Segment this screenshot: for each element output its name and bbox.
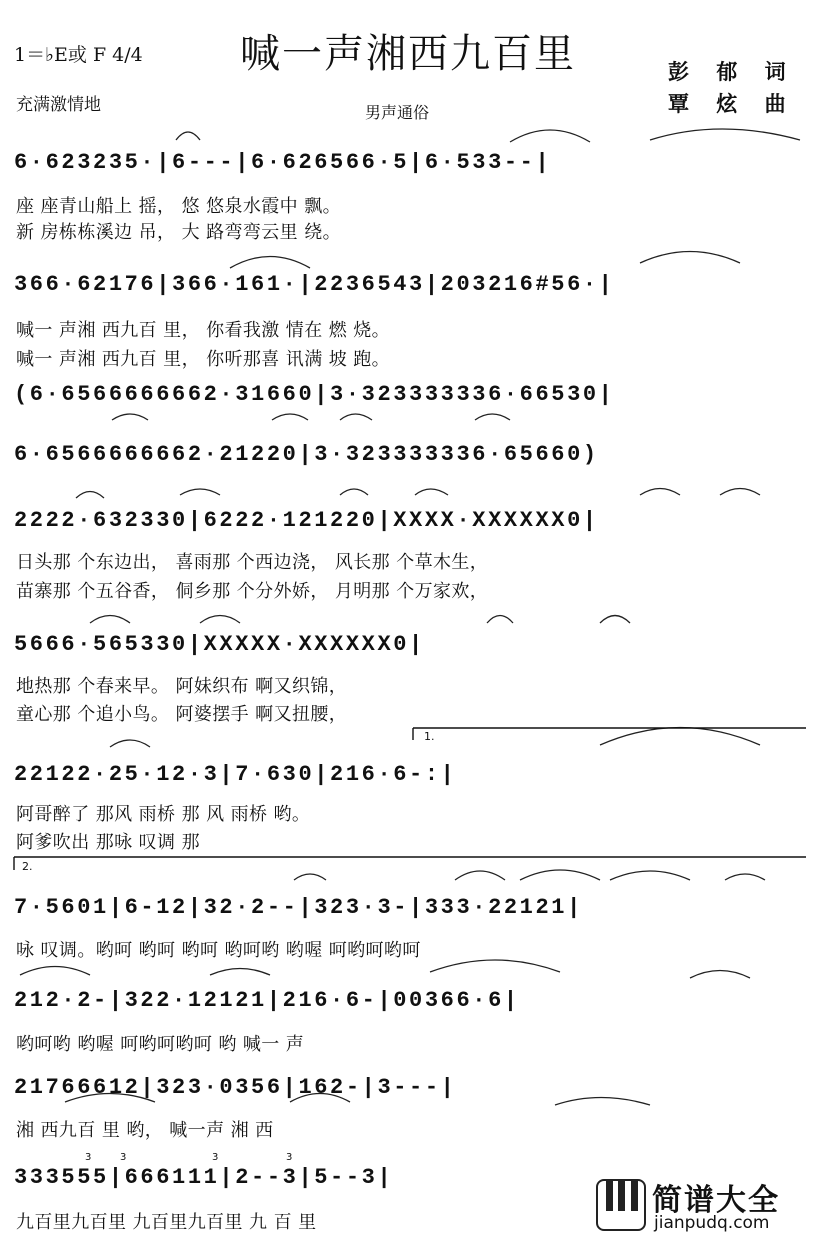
- lyricist-credit: 彭 郁 词: [668, 60, 796, 84]
- lyric-line-5-verse-1: 日头那 个东边出， 喜雨那 个西边浇， 风长那 个草木生，: [16, 552, 489, 573]
- lyric-line-11: 九百里九百里 九百里九百里 九 百 里: [16, 1212, 317, 1233]
- watermark-name: 简谱大全: [652, 1183, 780, 1218]
- watermark-url: jianpudq.com: [654, 1213, 770, 1233]
- lyric-line-1-verse-2: 新 房栋栋溪边 吊， 大 路弯弯云里 绕。: [16, 222, 342, 243]
- music-line-9: 212·2-|322·12121|216·6-|00366·6|: [14, 988, 520, 1013]
- music-line-3: (6·6566666662·31660|3·323333336·66530|: [14, 382, 615, 407]
- music-line-8: 7·5601|6-12|32·2--|323·3-|333·22121|: [14, 895, 583, 920]
- performance-style: 男声通俗: [365, 103, 430, 122]
- volta-2: 2.: [22, 860, 33, 873]
- music-line-7: 22122·25·12·3|7·630|216·6-:|: [14, 762, 457, 787]
- song-title: 喊一声湘西九百里: [240, 31, 576, 77]
- lyric-line-6-verse-2: 童心那 个追小鸟。 阿婆摆手 啊又扭腰，: [16, 704, 348, 725]
- svg-text:3: 3: [85, 1152, 92, 1163]
- site-watermark-logo: [596, 1175, 806, 1237]
- music-line-5: 2222·632330|6222·121220|XXXX·XXXXXX0|: [14, 508, 599, 533]
- tempo-marking: 充满激情地: [16, 95, 101, 115]
- lyric-line-9: 哟呵哟 哟喔 呵哟呵哟呵 哟 喊一 声: [16, 1034, 305, 1055]
- lyric-line-10: 湘 西九百 里 哟， 喊一声 湘 西: [16, 1120, 274, 1141]
- lyric-line-6-verse-1: 地热那 个春来早。 阿妹织布 啊又织锦，: [16, 676, 348, 697]
- composer-credit: 覃 炫 曲: [668, 92, 796, 116]
- lyric-line-7-verse-1: 阿哥醉了 那风 雨桥 那 风 雨桥 哟。: [16, 804, 311, 825]
- music-line-2: 366·62176|366·161·|2236543|203216#56·|: [14, 272, 615, 297]
- lyric-line-2-verse-1: 喊一 声湘 西九百 里， 你看我激 情在 燃 烧。: [16, 320, 391, 341]
- lyric-line-2-verse-2: 喊一 声湘 西九百 里， 你听那喜 讯满 坡 跑。: [16, 349, 391, 370]
- music-line-11: 333555|666111|2--3|5--3|: [14, 1165, 394, 1190]
- svg-text:3: 3: [286, 1152, 293, 1163]
- svg-text:3: 3: [120, 1152, 127, 1163]
- music-line-1: 6·623235·|6---|6·626566·5|6·533--|: [14, 150, 552, 175]
- music-line-4: 6·6566666662·21220|3·323333336·65660): [14, 442, 599, 467]
- key-signature: 1＝♭E或 F 4/4: [14, 44, 143, 66]
- lyric-line-1-verse-1: 座 座青山船上 摇， 悠 悠泉水霞中 飘。: [16, 196, 342, 217]
- svg-text:3: 3: [212, 1152, 219, 1163]
- lyric-line-7-verse-2: 阿爹吹出 那咏 叹调 那: [16, 832, 200, 853]
- lyric-line-5-verse-2: 苗寨那 个五谷香， 侗乡那 个分外娇， 月明那 个万家欢，: [16, 581, 489, 602]
- volta-1: 1.: [424, 730, 435, 743]
- lyric-line-8: 咏 叹调。哟呵 哟呵 哟呵 哟呵哟 哟喔 呵哟呵哟呵: [16, 940, 421, 961]
- piano-icon: [596, 1179, 646, 1231]
- music-line-10: 21766612|323·0356|162-|3---|: [14, 1075, 457, 1100]
- music-line-6: 5666·565330|XXXXX·XXXXXX0|: [14, 632, 425, 657]
